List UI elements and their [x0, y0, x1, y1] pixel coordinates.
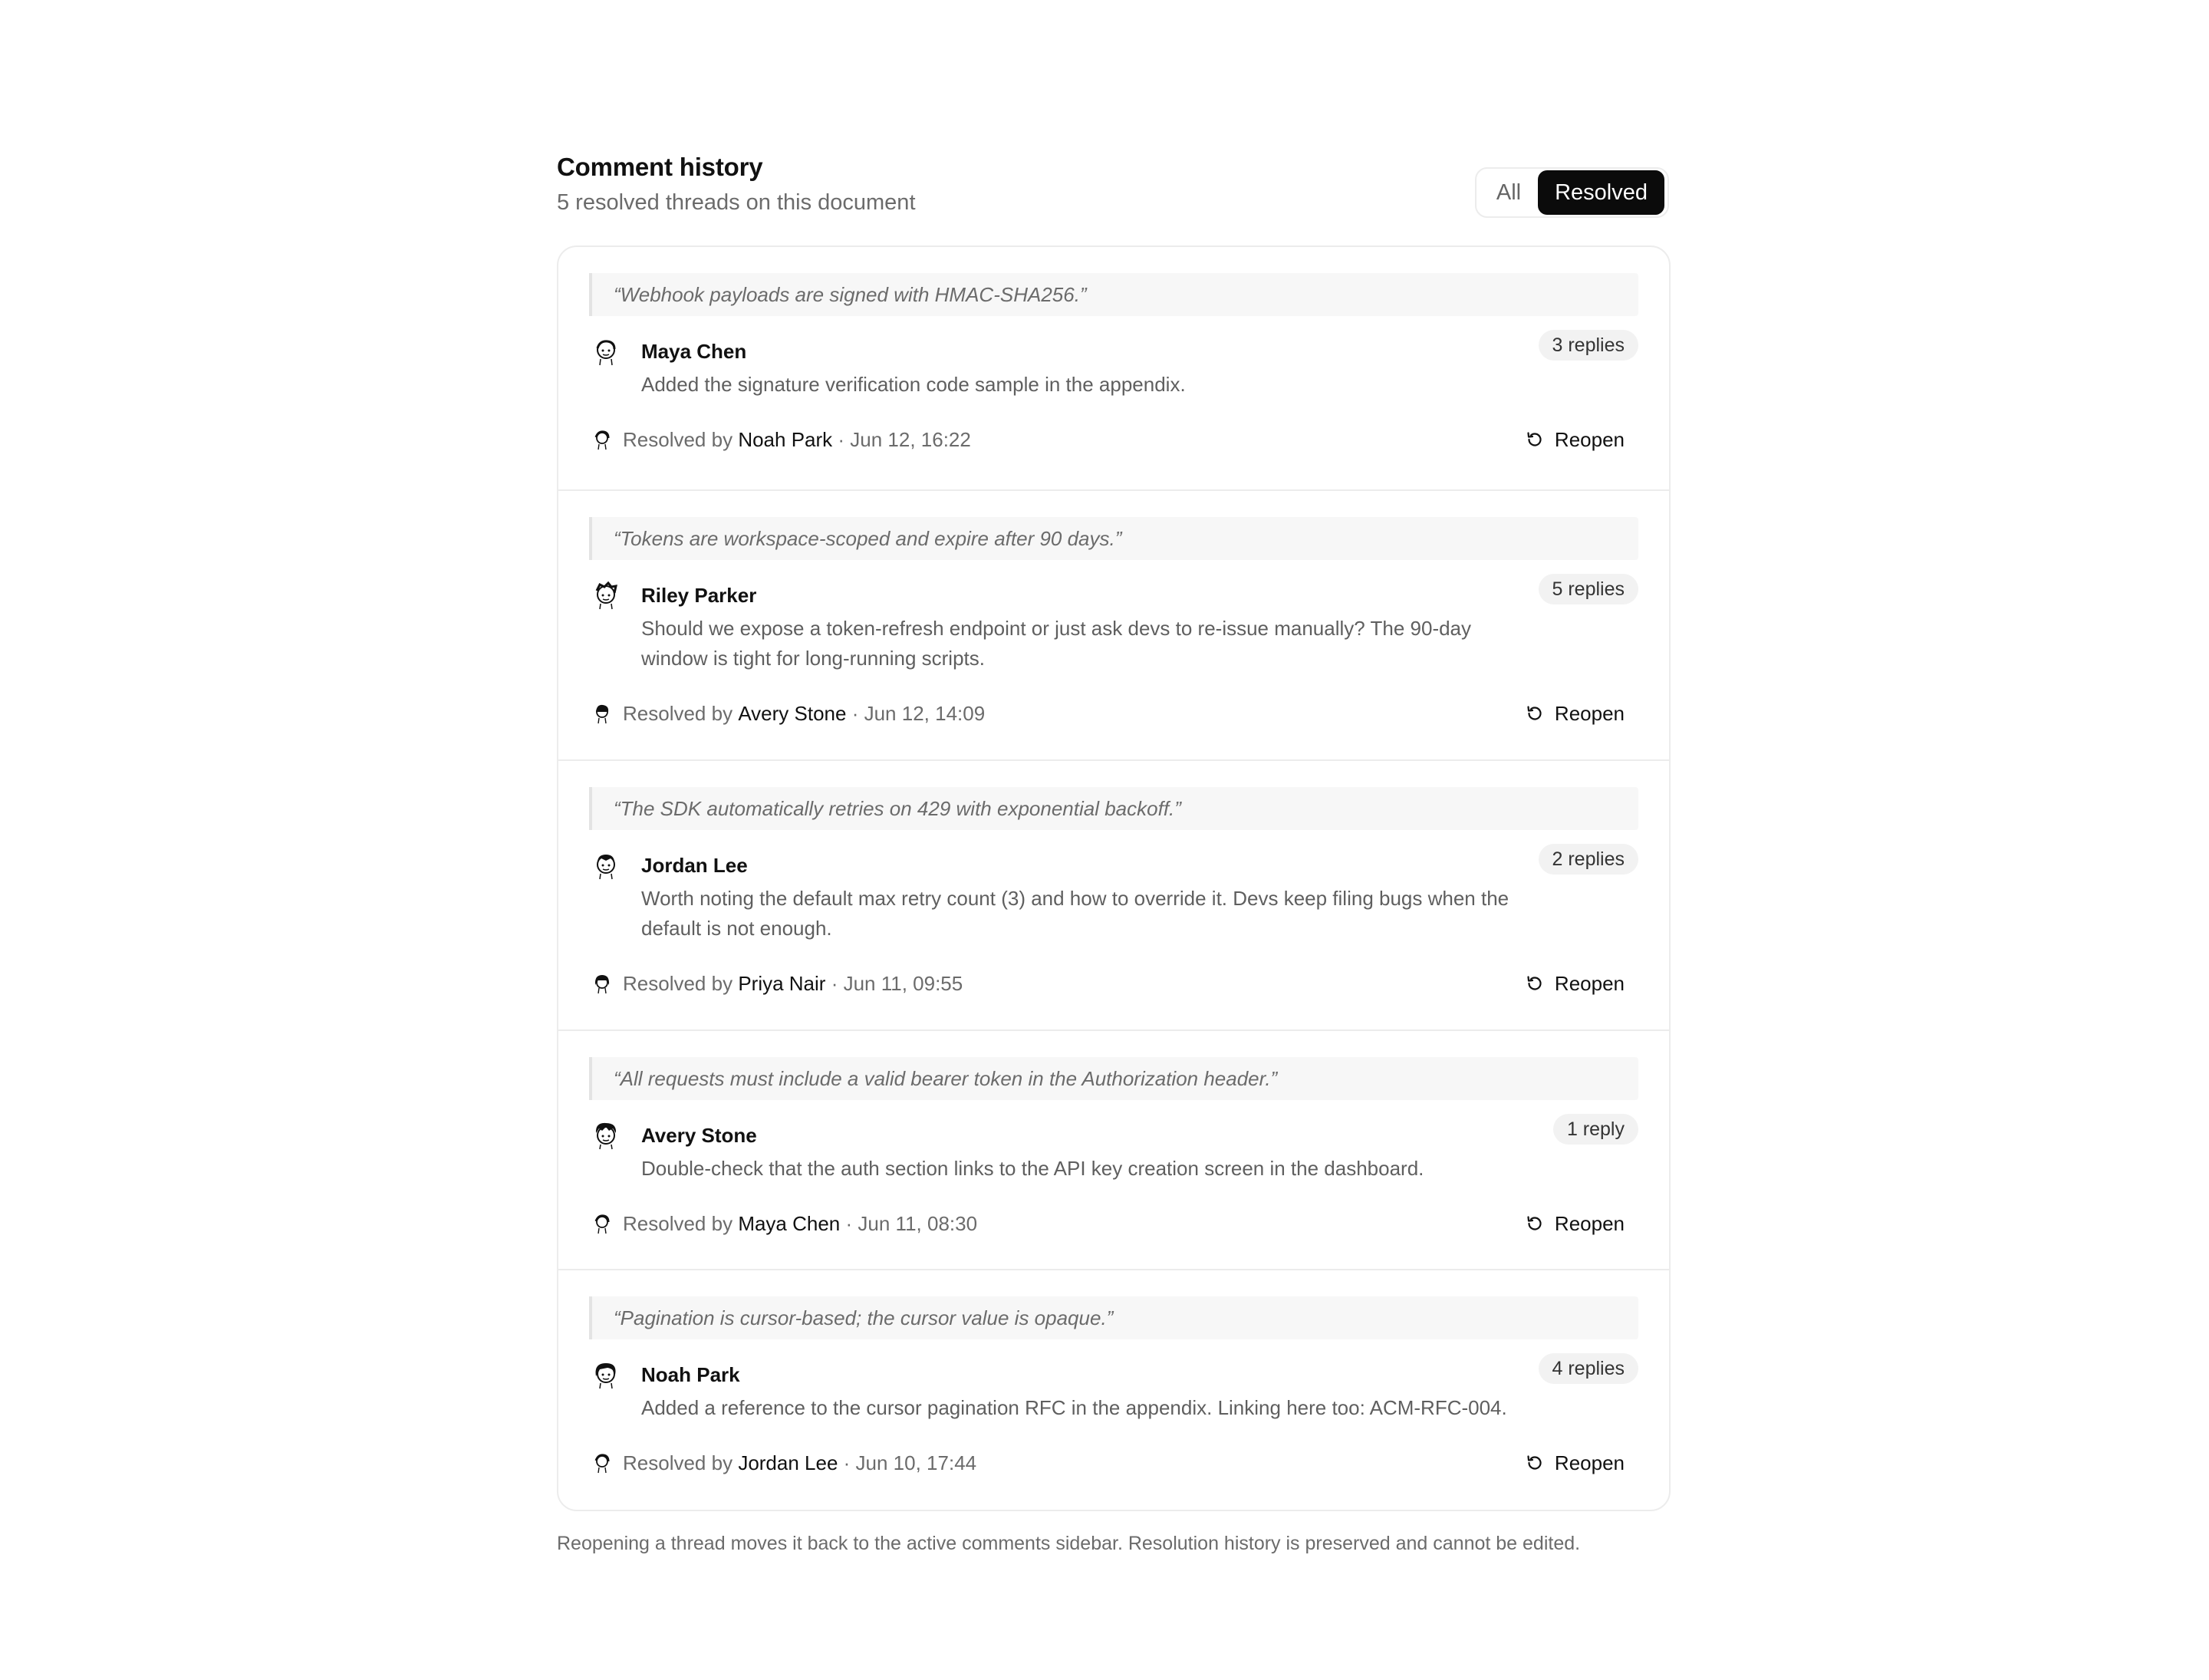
reopen-label: Reopen	[1554, 1212, 1625, 1235]
comment-history-panel	[557, 150, 1671, 1557]
filter-all-button[interactable]: All	[1496, 180, 1522, 205]
resolver-avatar-icon	[592, 1213, 612, 1234]
avatar-icon	[591, 1359, 621, 1390]
resolution-footer	[589, 674, 1638, 753]
resolver-avatar-icon	[592, 703, 612, 724]
reply-count-badge: 2 replies	[1539, 844, 1639, 875]
reply-count-badge: 1 reply	[1553, 1114, 1638, 1145]
resolution-footer	[589, 400, 1638, 479]
comment-author: Maya Chen	[641, 340, 747, 363]
comment-body: Worth noting the default max retry count (3) and how to override it. Devs keep filing bugs when the default is not enough.	[641, 887, 1509, 940]
avatar-icon	[591, 850, 621, 881]
resolver-name: Noah Park	[738, 428, 833, 451]
reply-count-badge: 4 replies	[1539, 1353, 1639, 1384]
resolver-avatar-icon	[592, 429, 612, 450]
resolved-by-label: Resolved by	[623, 702, 733, 725]
comment-body: Double-check that the auth section links to the API key creation screen in the dashboard.	[641, 1157, 1424, 1180]
reopen-icon	[1526, 704, 1544, 723]
reopen-icon	[1526, 1454, 1544, 1472]
reopen-button[interactable]	[1526, 400, 1625, 479]
resolved-by-label: Resolved by	[623, 428, 733, 451]
quoted-text: “The SDK automatically retries on 429 with exponential backoff.”	[589, 787, 1638, 830]
reopen-icon	[1526, 430, 1544, 449]
resolved-by-label: Resolved by	[623, 1451, 733, 1474]
comment-author: Noah Park	[641, 1363, 740, 1386]
resolver-avatar-icon	[592, 1452, 612, 1474]
reply-count-badge: 3 replies	[1539, 330, 1639, 361]
reopen-button[interactable]	[1526, 674, 1625, 753]
reply-count-badge: 5 replies	[1539, 574, 1639, 604]
resolved-by-label: Resolved by	[623, 1212, 733, 1235]
resolver-name: Avery Stone	[738, 702, 847, 725]
resolved-by-label: Resolved by	[623, 972, 733, 995]
avatar-icon	[591, 336, 621, 367]
resolver-avatar-icon	[592, 973, 612, 994]
quoted-text: “All requests must include a valid bearer token in the Authorization header.”	[589, 1057, 1638, 1100]
thread-item	[558, 247, 1669, 489]
page-subtitle: 5 resolved threads on this document	[557, 190, 916, 215]
resolver-name: Jordan Lee	[738, 1451, 838, 1474]
avatar-icon	[591, 580, 621, 611]
thread-item	[558, 1269, 1669, 1510]
thread-list	[557, 245, 1671, 1511]
comment-author: Avery Stone	[641, 1124, 757, 1147]
quoted-text: “Pagination is cursor-based; the cursor value is opaque.”	[589, 1296, 1638, 1339]
resolver-name: Maya Chen	[738, 1212, 841, 1235]
resolver-name: Priya Nair	[738, 972, 826, 995]
quoted-text: “Webhook payloads are signed with HMAC-SHA256.”	[589, 273, 1638, 316]
resolved-timestamp: · Jun 12, 14:09	[851, 702, 986, 725]
reopen-label: Reopen	[1554, 702, 1625, 725]
reopen-label: Reopen	[1554, 428, 1625, 451]
quoted-text: “Tokens are workspace-scoped and expire after 90 days.”	[589, 517, 1638, 560]
comment-body: Added a reference to the cursor pagination RFC in the appendix. Linking here too: ACM-RFC-004.	[641, 1396, 1507, 1419]
filter-toggle	[1475, 167, 1669, 218]
page-title: Comment history	[557, 153, 763, 181]
reopen-label: Reopen	[1554, 972, 1625, 995]
resolved-timestamp: · Jun 11, 09:55	[831, 972, 963, 995]
comment-author: Riley Parker	[641, 584, 757, 607]
panel-header	[557, 150, 1671, 245]
comment-author: Jordan Lee	[641, 854, 748, 877]
resolution-footer	[589, 1184, 1638, 1263]
thread-item	[558, 489, 1669, 759]
resolution-footer	[589, 944, 1638, 1023]
reopen-icon	[1526, 1214, 1544, 1233]
comment-body: Should we expose a token-refresh endpoint or just ask devs to re-issue manually? The 90-day window is tight for long-running scripts.	[641, 617, 1472, 670]
thread-item	[558, 1029, 1669, 1269]
resolution-footer	[589, 1423, 1638, 1503]
resolved-timestamp: · Jun 11, 08:30	[845, 1212, 978, 1235]
comment-body: Added the signature verification code sample in the appendix.	[641, 373, 1186, 396]
avatar-icon	[591, 1120, 621, 1151]
filter-resolved-button[interactable]: Resolved	[1538, 170, 1664, 215]
reopen-button[interactable]	[1526, 1423, 1625, 1503]
reopen-label: Reopen	[1554, 1451, 1625, 1474]
reopen-icon	[1526, 974, 1544, 993]
resolved-timestamp: · Jun 12, 16:22	[838, 428, 971, 451]
resolved-timestamp: · Jun 10, 17:44	[843, 1451, 977, 1474]
footer-note: Reopening a thread moves it back to the active comments sidebar. Resolution history is preserved and cannot be edited.	[557, 1533, 1581, 1554]
thread-item	[558, 759, 1669, 1029]
reopen-button[interactable]	[1526, 944, 1625, 1023]
reopen-button[interactable]	[1526, 1184, 1625, 1263]
